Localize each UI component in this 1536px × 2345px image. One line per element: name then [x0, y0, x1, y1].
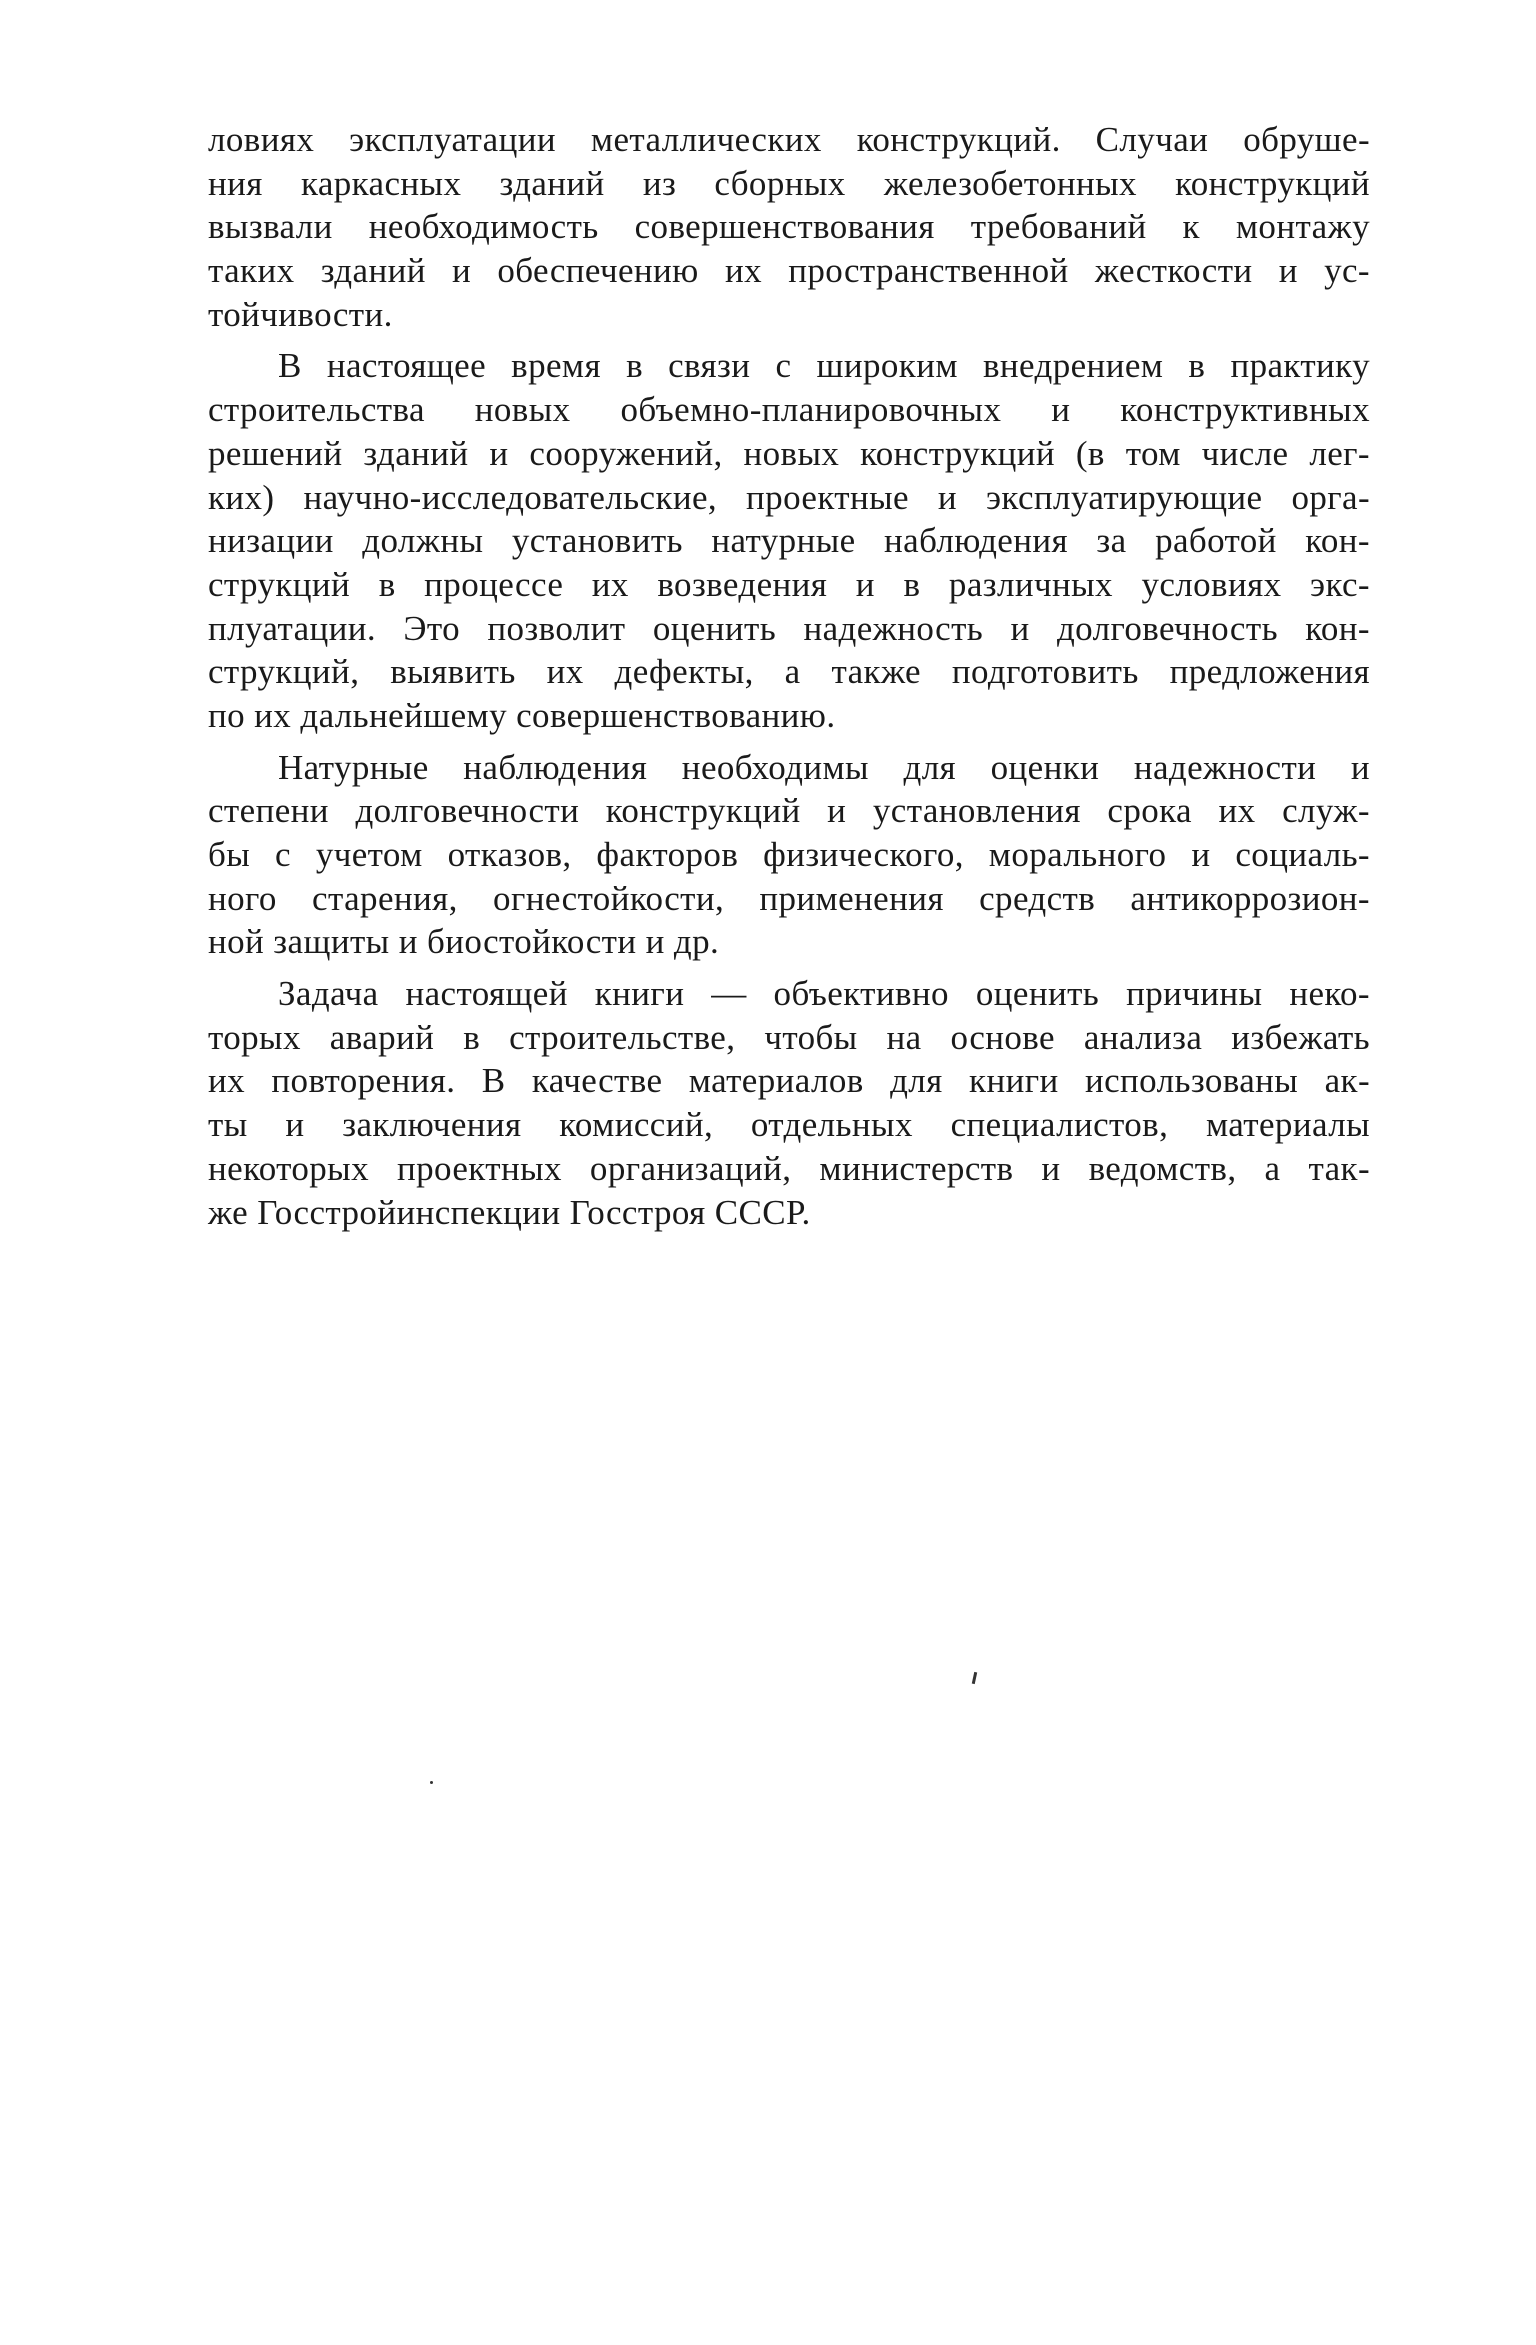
- text-line: Задача настоящей книги — объективно оценить причины неко-: [278, 974, 1370, 1014]
- text-line: низации должны установить натурные наблюдения за работой кон-: [208, 521, 1370, 561]
- text-line: решений зданий и сооружений, новых конструкций (в том числе лег-: [208, 433, 1370, 473]
- text-line: плуатации. Это позволит оценить надежность и долговечность кон-: [208, 608, 1370, 648]
- text-line: их повторения. В качестве материалов для книги использованы ак-: [208, 1061, 1370, 1101]
- text-line: В настоящее время в связи с широким внедрением в практику: [278, 346, 1370, 386]
- paragraph-2: [208, 344, 1370, 737]
- text-line: некоторых проектных организаций, министерств и ведомств, а так-: [208, 1148, 1370, 1188]
- text-line: струкций, выявить их дефекты, а также подготовить предложения: [208, 652, 1370, 692]
- text-line: бы с учетом отказов, факторов физического, морального и социаль-: [208, 835, 1370, 874]
- text-line: степени долговечности конструкций и установления срока их служ-: [208, 791, 1370, 831]
- text-line: тойчивости.: [208, 294, 393, 334]
- text-line: ного старения, огнестойкости, применения средств антикоррозион-: [208, 878, 1370, 918]
- scan-speck: [430, 1781, 433, 1784]
- text-line: торых аварий в строительстве, чтобы на основе анализа избежать: [208, 1017, 1370, 1057]
- scan-speck: [972, 1672, 977, 1684]
- paragraph-4: [208, 972, 1370, 1234]
- text-line: ной защиты и биостойкости и др.: [208, 922, 720, 962]
- document-page: [208, 118, 1370, 1234]
- text-line: струкций в процессе их возведения и в различных условиях экс-: [208, 564, 1370, 604]
- text-line: таких зданий и обеспечению их пространственной жесткости и ус-: [208, 251, 1370, 291]
- text-line: ловиях эксплуатации металлических конструкций. Случаи обруше-: [208, 120, 1370, 159]
- text-line: ты и заключения комиссий, отдельных специалистов, материалы: [208, 1105, 1370, 1145]
- text-line: вызвали необходимость совершенствования требований к монтажу: [208, 207, 1370, 247]
- paragraph-1: [208, 118, 1370, 336]
- text-line: ния каркасных зданий из сборных железобетонных конструкций: [208, 163, 1370, 203]
- text-line: же Госстройинспекции Госстроя СССР.: [208, 1192, 811, 1232]
- text-line: строительства новых объемно-планировочных и конструктивных: [208, 390, 1370, 430]
- text-line: по их дальнейшему совершенствованию.: [208, 695, 836, 735]
- text-line: Натурные наблюдения необходимы для оценки надежности и: [278, 747, 1370, 787]
- paragraph-3: [208, 746, 1370, 964]
- text-line: ких) научно-исследовательские, проектные и эксплуатирующие орга-: [208, 477, 1370, 517]
